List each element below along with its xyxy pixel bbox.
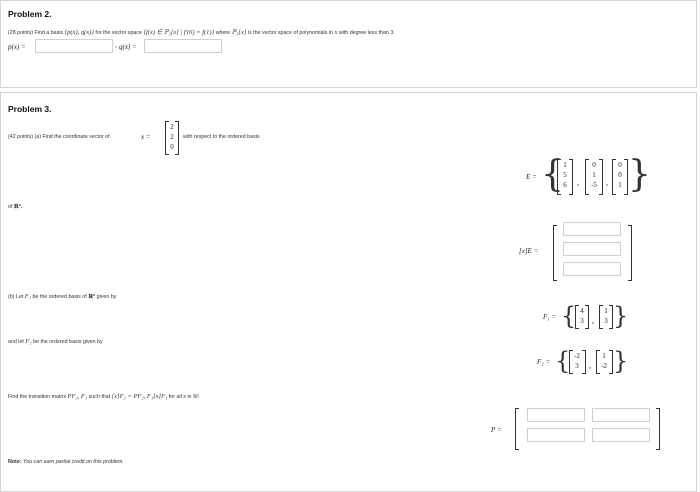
transition-statement: Find the transition matrix PF₂, F₁ such that [x]F₂ = PF₂, F₁[x]F₁ for all x in ℝ². [8,393,201,400]
xE-right-bracket [628,225,632,281]
E-right-brace: } [628,154,651,195]
problem-3-title: Problem 3. [8,104,52,114]
p-label: p(x) = [8,43,26,51]
P-right-bracket [656,408,660,450]
E-left-brace: { [541,154,564,195]
xE-input-3[interactable] [563,262,621,276]
comma-separator: , [115,42,117,49]
F2-vector-1: -2 3 [574,352,580,370]
F1-left-brace: { [561,302,577,330]
E-vec1-right-bracket [569,159,573,195]
xE-label: [x]E = [519,247,539,255]
problem-3-panel: Problem 3. (42 points) (a) Find the coordinate vector of x = 2 2 0 with respect to the ordered basis E = { 1 5 6 , 0 1 -5 , 0 0 1 } of ℝ³. [x]E = (b) Let F₁ be the ordered basis of ℝ² given by F₁ = { 4 3 , 1 3 } and let F₂ be the ordered basis given by F₂ = { -2 3 , 1 -2 } Find the transition matrix PF₂, F₁ such that [x]F₂ = PF₂, F₁[x]F₁ for all x in ℝ². P = Note: You can earn partial credit on this problem. [0,92,697,492]
F2-left-brace: { [555,347,571,375]
P-input-12[interactable] [592,408,650,422]
E-vector-1: 1 5 6 [563,161,567,189]
p-input[interactable] [35,39,113,53]
problem-2-statement: (28 points) Find a basis {p(x), q(x)} for the vector space {f(x) ∈ ℙ₃[x] | f′(6) = f(1)} where ℙ₃[x] is the vector space of polynomials in x with degree less than 3. [8,29,395,36]
part-a-suffix: with respect to the ordered basis [183,134,260,140]
q-label: q(x) = [119,43,137,51]
of-R3-text: of ℝ³. [8,204,23,210]
F1-right-brace: } [613,302,629,330]
F2-vec1-right-bracket [582,350,586,374]
P-label: P = [491,426,502,434]
F2-vector-2: 1 -2 [601,352,607,370]
E-vector-3: 0 0 1 [618,161,622,189]
x-equals: x = [141,133,151,141]
problem-2-panel [0,0,697,88]
P-input-11[interactable] [527,408,585,422]
q-input[interactable] [144,39,222,53]
and-let-F2-text: and let F₂ be the ordered basis given by [8,338,103,345]
part-a-prefix: (42 points) (a) Find the coordinate vector of [8,134,110,140]
F1-vector-2: 1 3 [604,307,608,325]
xE-left-bracket [553,225,557,281]
F1-vector-1: 4 3 [580,307,584,325]
xE-input-1[interactable] [563,222,621,236]
part-b-statement: (b) Let F₁ be the ordered basis of ℝ² given by [8,293,117,300]
partial-credit-note: Note: You can earn partial credit on this problem. [8,459,124,465]
P-input-21[interactable] [527,428,585,442]
F2-label: F₂ = [537,358,551,366]
x-vector-right-bracket [175,121,179,155]
P-left-bracket [515,408,519,450]
F1-label: F₁ = [543,313,557,321]
F2-right-brace: } [613,347,629,375]
xE-input-2[interactable] [563,242,621,256]
F1-vec1-right-bracket [585,305,589,329]
E-vec2-right-bracket [599,159,603,195]
E-label: E = [526,173,537,181]
x-vector: 2 2 0 [170,123,174,151]
problem-2-title: Problem 2. [8,9,52,19]
E-vector-2: 0 1 -5 [591,161,597,189]
P-input-22[interactable] [592,428,650,442]
